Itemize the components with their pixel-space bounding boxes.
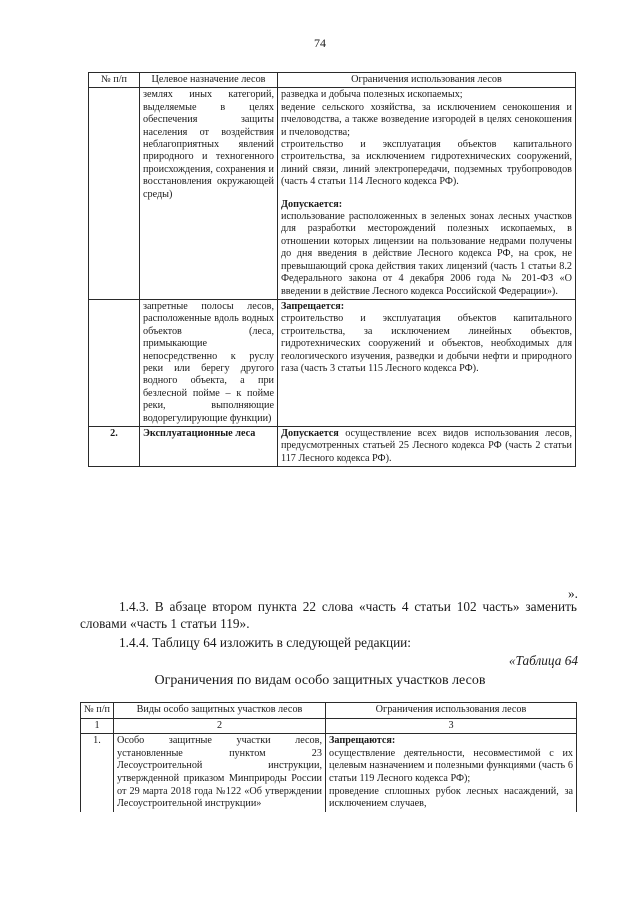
restriction-line: разведка и добыча полезных ископаемых;	[281, 89, 463, 101]
allowed-heading: Допускается:	[281, 198, 343, 210]
header-kind: Виды особо защитных участков лесов	[114, 703, 326, 719]
page-number: 74	[314, 36, 326, 50]
row-num: 2.	[89, 426, 140, 466]
header-num: № п/п	[81, 703, 114, 719]
header-purpose: Целевое назначение лесов	[140, 73, 278, 88]
restriction-line: проведение сплошных рубок лесных насаждений, за исключением случаев,	[329, 785, 573, 810]
allowed-heading: Допускается	[281, 427, 339, 439]
closing-quote: ».	[568, 586, 578, 601]
row-kind: Особо защитные участки лесов, установленные пунктом 23 Лесоустроительной инструкции, утвержденной приказом Минприроды России от 29 марта 2018 года №122 «Об утверждении Лесоустроительной инструкции»	[114, 734, 326, 812]
row-num	[89, 88, 140, 300]
paragraph-1-4-3: 1.4.3. В абзаце втором пункта 22 слова «часть 4 статьи 102 часть» заменить словами «часть 1 статьи 119».	[80, 599, 577, 631]
row-restrictions	[278, 88, 576, 300]
header-restrictions: Ограничения использования лесов	[326, 703, 577, 719]
prohibited-heading: Запрещаются:	[329, 735, 396, 747]
table-64-label: «Таблица 64	[508, 653, 578, 668]
row-purpose: землях иных категорий, выделяемые в целях обеспечения защиты населения от воздействия неблагоприятных явлений природного и техногенного происхождения, сохранения и восстановления окружающей среды)	[140, 88, 278, 300]
table-row	[89, 426, 576, 466]
row-num: 1.	[81, 734, 114, 812]
index-cell: 1	[81, 718, 114, 734]
allowed-text: осуществление всех видов использования лесов, предусмотренных статьей 25 Лесного кодекса РФ (часть 2 статьи 117 Лесного кодекса РФ).	[281, 427, 573, 464]
row-num	[89, 299, 140, 426]
restriction-line: ведение сельского хозяйства, за исключением сенокошения и пчеловодства, а также возведение изгородей в целях сенокошения и пчеловодства;	[281, 101, 572, 138]
paragraph-1-4-4: 1.4.4. Таблицу 64 изложить в следующей редакции:	[119, 635, 411, 650]
table-row	[81, 734, 577, 812]
prohibited-text: строительство и эксплуатация объектов капитального строительства, за исключением линейных объектов, гидротехнических сооружений и объектов, необходимых для геологического изучения, разведки и добычи нефти и природного газа (часть 3 статьи 115 Лесного кодекса РФ).	[281, 313, 572, 374]
restriction-line: осуществление деятельности, несовместимой с их целевым назначением и полезными функциями (часть 6 статьи 119 Лесного кодекса РФ);	[329, 747, 573, 784]
index-row	[81, 718, 577, 734]
table-63-continuation	[88, 72, 576, 467]
row-restrictions	[278, 299, 576, 426]
table-row	[89, 299, 576, 426]
index-cell: 3	[326, 718, 577, 734]
row-purpose: запретные полосы лесов, расположенные вдоль водных объектов (леса, примыкающие непосредственно к руслу реки или берегу другого водного объекта, а при безлесной пойме – к пойме реки, выполняющие водорегулирующие функции)	[140, 299, 278, 426]
prohibited-heading: Запрещается:	[281, 300, 345, 312]
table-header-row	[89, 73, 576, 88]
allowed-text: использование расположенных в зеленых зонах лесных участков для разработки месторождений полезных ископаемых, в отношении которых лицензии на пользование недрами получены до дня введения в действие Лесного кодекса РФ, на срок, не превышающий срока действия таких лицензий (часть 1 статьи 8.2 Федерального закона от 4 декабря 2006 года № 201-ФЗ «О введении в действие Лесного кодекса Российской Федерации»).	[281, 211, 572, 297]
header-restrictions: Ограничения использования лесов	[278, 73, 576, 88]
table-row	[89, 88, 576, 300]
table-64	[80, 702, 577, 812]
index-cell: 2	[114, 718, 326, 734]
row-restrictions	[326, 734, 577, 812]
table-header-row	[81, 703, 577, 719]
header-num: № п/п	[89, 73, 140, 88]
restriction-line: строительство и эксплуатация объектов капитального строительства, за исключением гидротехнических сооружений, линий связи, линий электропередачи, подземных трубопроводов (часть 4 статьи 114 Лесного кодекса РФ).	[281, 139, 572, 188]
table-64-title: Ограничения по видам особо защитных участков лесов	[154, 673, 486, 688]
row-restrictions	[278, 426, 576, 466]
row-purpose: Эксплуатационные леса	[140, 426, 278, 466]
